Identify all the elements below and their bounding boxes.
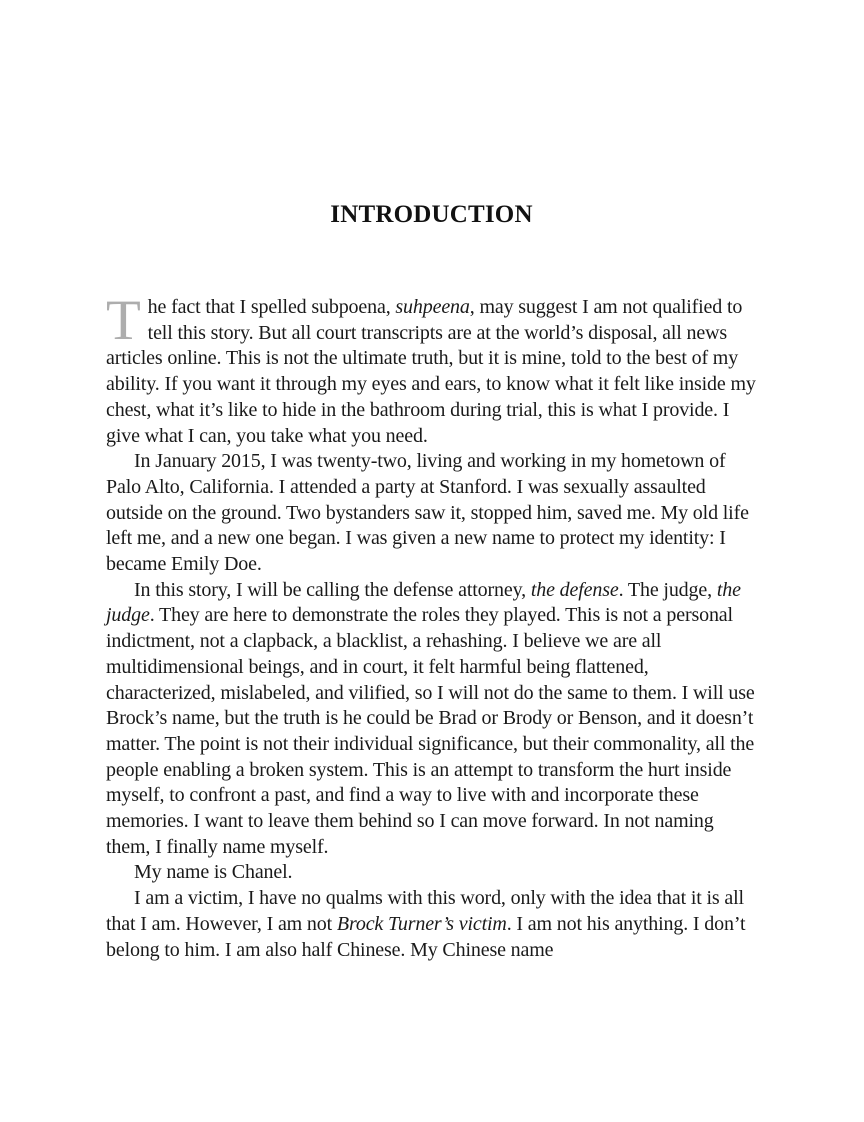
text-segment: . The judge, bbox=[618, 578, 717, 601]
drop-cap: T bbox=[106, 289, 141, 352]
text-segment: In January 2015, I was twenty-two, living and working in my hometown of Palo Alto, California. I attended a party at Stanford. I was sexually assaulted outside on the ground. Two bystanders saw it, stopped him, saved me. My old life left me, and a new one began. I was given a new name to protect my identity: I became Emily Doe. bbox=[106, 450, 749, 576]
text-segment: the defense bbox=[530, 578, 619, 601]
text-segment: the judge bbox=[106, 578, 741, 627]
text-body bbox=[106, 289, 757, 963]
chapter-title: INTRODUCTION bbox=[330, 201, 533, 228]
paragraph bbox=[106, 886, 757, 963]
text-segment: he fact that I spelled subpoena, bbox=[147, 296, 396, 318]
paragraph bbox=[106, 578, 757, 861]
paragraph bbox=[106, 289, 757, 449]
text-segment: . I am not his anything. I don’t belong to him. I am also half Chinese. My Chinese name bbox=[106, 912, 746, 961]
text-segment: suhpeena bbox=[395, 296, 470, 318]
paragraph bbox=[106, 449, 757, 578]
text-segment: I am a victim, I have no qualms with this word, only with the idea that it is all that I am. However, I am not bbox=[106, 887, 744, 935]
text-segment: . They are here to demonstrate the roles they played. This is not a personal indictment, not a clapback, a blacklist, a rehashing. I believe we are all multidimensional beings, and in court, it felt harmful being flattened, characterized, mislabeled, and vilified, so I will not do the same to them. I will use Brock’s name, but the truth is he could be Brad or Brody or Benson, and it doesn’t matter. The point is not their individual significance, but their commonality, all the people enabling a broken system. This is an attempt to transform the hurt inside myself, to confront a past, and find a way to live with and incorporate these memories. I want to leave them behind so I can move forward. In not naming them, I finally name myself. bbox=[106, 604, 755, 858]
text-segment: In this story, I will be calling the defense attorney, bbox=[134, 578, 531, 601]
content-column bbox=[106, 0, 757, 963]
paragraph bbox=[106, 860, 757, 886]
text-segment: , may suggest I am not qualified to tell this story. But all court transcripts are at the world’s disposal, all news articles online. This is not the ultimate truth, but it is mine, told to the best of my ability. If you want it through my eyes and ears, to know what it felt like inside my chest, what it’s like to hide in the bathroom during trial, this is what I provide. I give what I can, you take what you need. bbox=[106, 296, 756, 447]
text-segment: My name is Chanel. bbox=[134, 861, 293, 884]
text-segment: Brock Turner’s victim bbox=[336, 912, 507, 935]
